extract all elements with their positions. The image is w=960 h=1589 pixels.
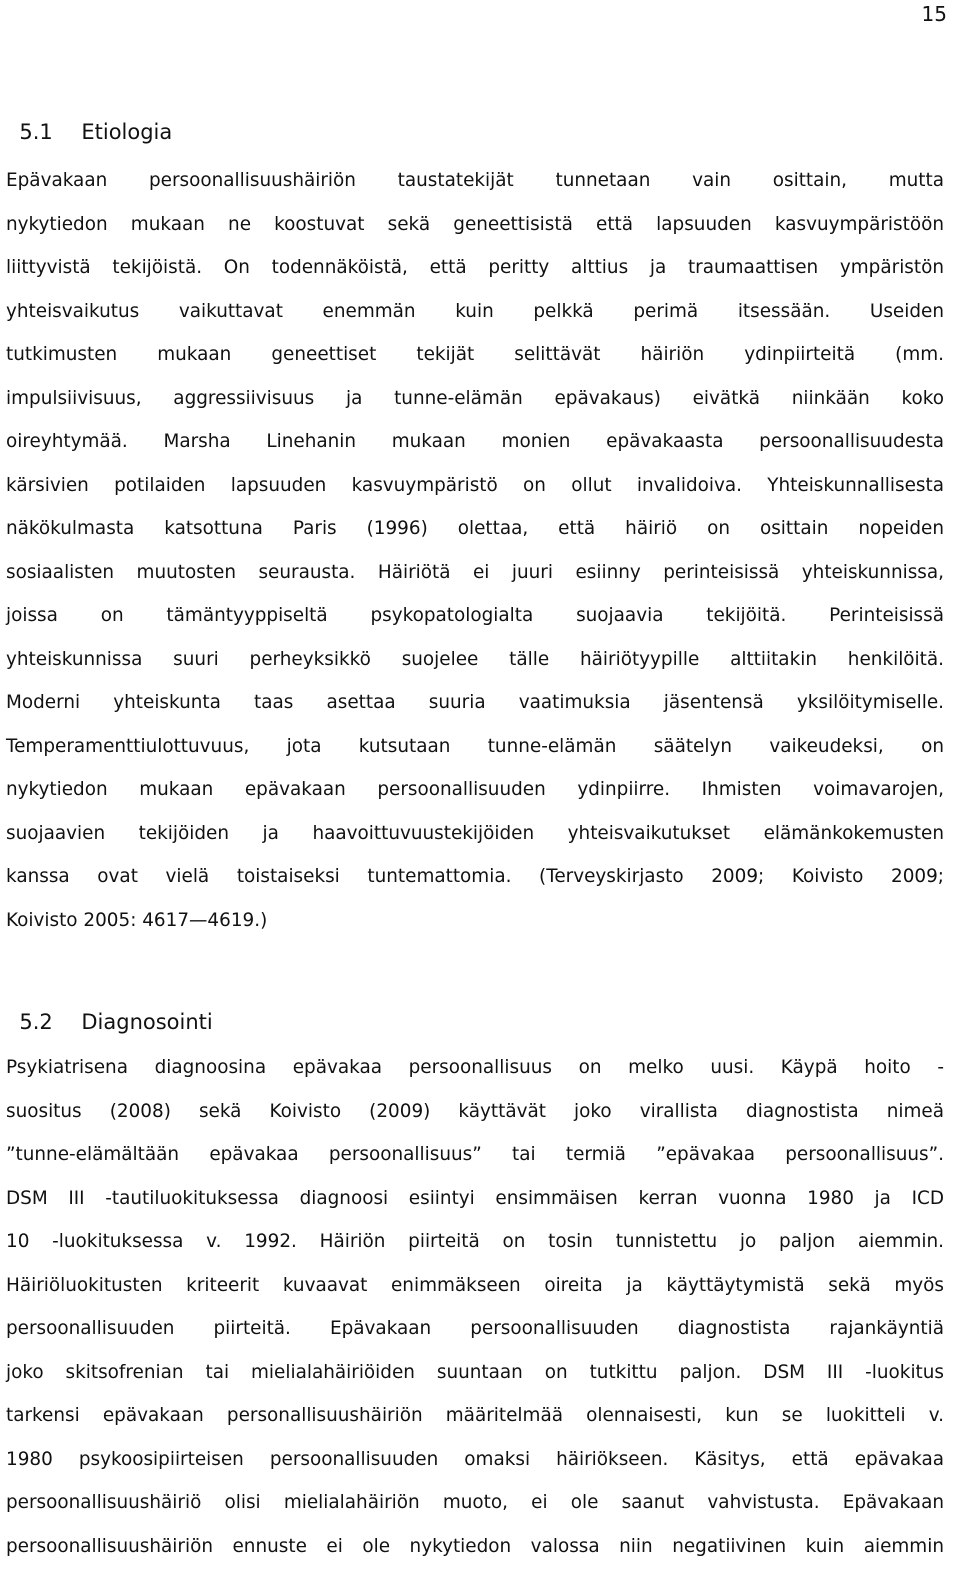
section-heading-etiologia [6,90,172,146]
text-line: nykytiedon mukaan ne koostuvat sekä geneettisistä että lapsuuden kasvuympäristöön [6,213,944,235]
text-line: 10 -luokituksessa v. 1992. Häiriön piirteitä on tosin tunnistettu jo paljon aiemmin. [6,1231,944,1252]
text-line: DSM III -tautiluokituksessa diagnoosi esiintyi ensimmäisen kerran vuonna 1980 ja ICD [6,1187,944,1209]
text-line: persoonallisuuden piirteitä. Epävakaan persoonallisuuden diagnostista rajankäyntiä [6,1318,944,1339]
text-line: Häiriöluokitusten kriteerit kuvaavat enimmäkseen oireita ja käyttäytymistä sekä myös [6,1274,944,1296]
page-number: 15 [921,2,947,26]
section-title: Etiologia [81,120,173,144]
text-line: suojaavien tekijöiden ja haavoittuvuustekijöiden yhteisvaikutukset elämänkokemusten [6,822,944,844]
text-line: tutkimusten mukaan geneettiset tekijät selittävät häiriön ydinpiirteitä (mm. [6,344,944,365]
text-line: Psykiatrisena diagnoosina epävakaa persoonallisuus on melko uusi. Käypä hoito - [6,1057,944,1078]
text-line: kanssa ovat vielä toistaiseksi tuntemattomia. (Terveyskirjasto 2009; Koivisto 2009; [6,866,944,887]
text-line: 1980 psykoosipiirteisen persoonallisuuden omaksi häiriökseen. Käsitys, että epävakaa [6,1448,944,1470]
text-line: Epävakaan persoonallisuushäiriön taustatekijät tunnetaan vain osittain, mutta [6,170,944,191]
text-line: näkökulmasta katsottuna Paris (1996) olettaa, että häiriö on osittain nopeiden [6,518,944,539]
text-line: suositus (2008) sekä Koivisto (2009) käyttävät joko virallista diagnostista nimeä [6,1100,944,1122]
text-line: kärsivien potilaiden lapsuuden kasvuympäristö on ollut invalidoiva. Yhteiskunnallisesta [6,474,944,496]
text-line: Moderni yhteiskunta taas asettaa suuria vaatimuksia jäsentensä yksilöitymiselle. [6,692,944,713]
text-line: joko skitsofrenian tai mielialahäiriöiden suuntaan on tutkittu paljon. DSM III -luokitus [6,1361,944,1383]
text-line: yhteiskunnissa suuri perheyksikkö suojelee tälle häiriötyypille alttiitakin henkilöitä. [6,648,944,670]
section-heading-diagnosointi [6,980,213,1036]
paragraph-etiologia [6,159,944,942]
text-line: liittyvistä tekijöistä. On todennäköistä, että peritty alttius ja traumaattisen ympäristön [6,257,944,278]
text-line: persoonallisuushäiriö olisi mielialahäiriön muoto, ei ole saanut vahvistusta. Epävakaan [6,1492,944,1513]
section-number: 5.1 [19,120,53,144]
text-line: sosiaalisten muutosten seurausta. Häiriötä ei juuri esiinny perinteisissä yhteiskunnissa, [6,561,944,583]
text-line: ”tunne-elämältään epävakaa persoonallisuus” tai termiä ”epävakaa persoonallisuus”. [6,1144,944,1165]
text-line: Koivisto 2005: 4617—4619.) [6,909,268,931]
text-line: nykytiedon mukaan epävakaan persoonallisuuden ydinpiirre. Ihmisten voimavarojen, [6,779,944,800]
text-line: impulsiivisuus, aggressiivisuus ja tunne-elämän epävakaus) eivätkä niinkään koko [6,387,944,409]
text-line: joissa on tämäntyyppiseltä psykopatologialta suojaavia tekijöitä. Perinteisissä [6,605,944,626]
text-line: persoonallisuushäiriön ennuste ei ole nykytiedon valossa niin negatiivinen kuin aiemmin [6,1535,944,1557]
text-line: yhteisvaikutus vaikuttavat enemmän kuin pelkkä perimä itsessään. Useiden [6,300,944,322]
section-number: 5.2 [19,1010,53,1034]
text-line: tarkensi epävakaan personallisuushäiriön määritelmää olennaisesti, kun se luokitteli v. [6,1405,944,1426]
paragraph-diagnosointi [6,1046,944,1568]
text-line: Temperamenttiulottuvuus, jota kutsutaan tunne-elämän säätelyn vaikeudeksi, on [6,735,944,757]
section-title: Diagnosointi [81,1010,213,1034]
text-line: oireyhtymää. Marsha Linehanin mukaan monien epävakaasta persoonallisuudesta [6,431,944,452]
